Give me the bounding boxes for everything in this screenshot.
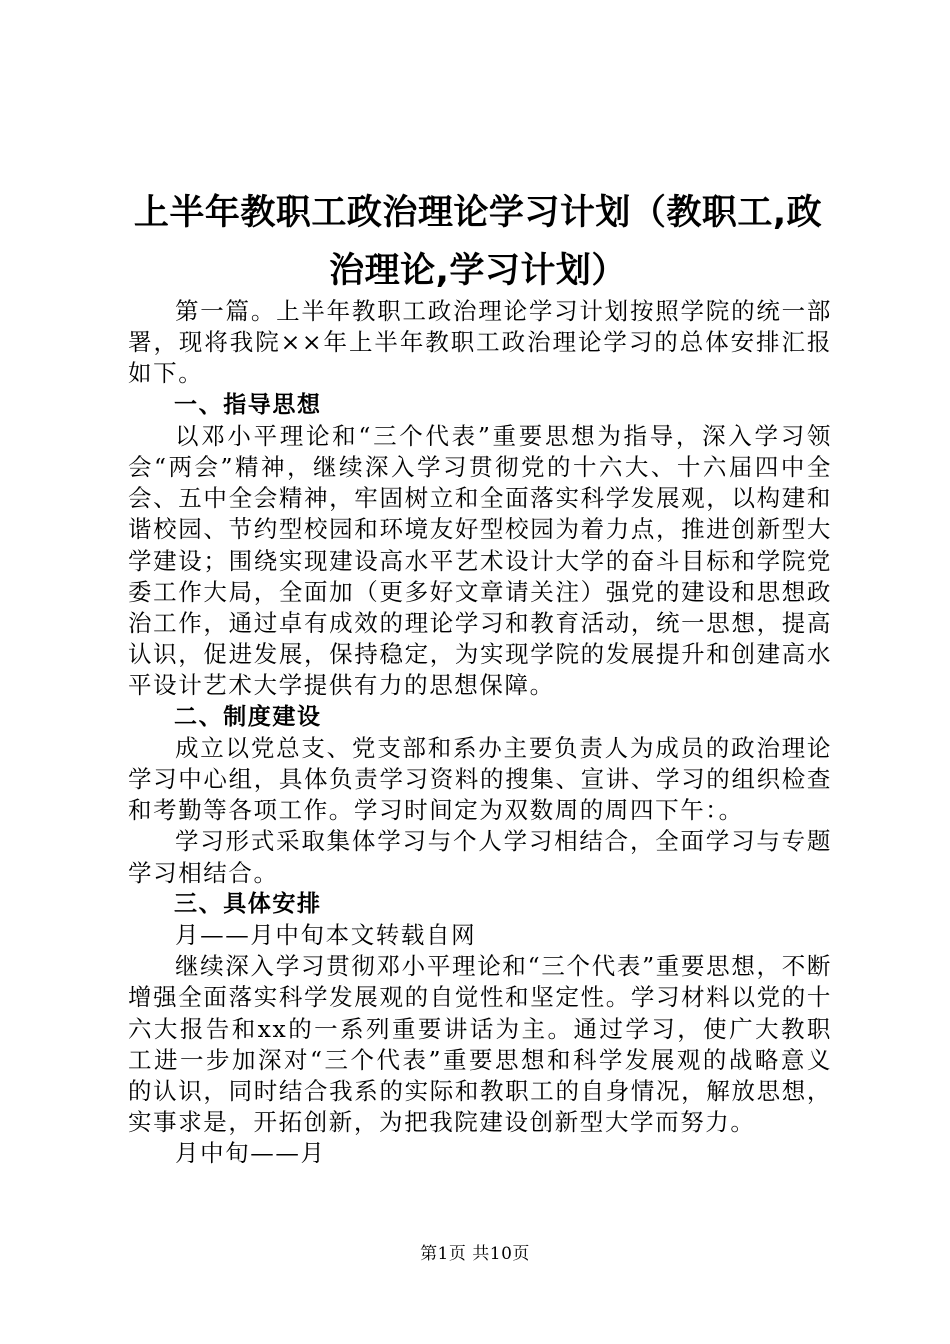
paragraph-intro: 第一篇。上半年教职工政治理论学习计划按照学院的统一部署，现将我院××年上半年教职工政治理论学习的总体安排汇报如下。 [128,297,832,388]
paragraph-period-1-content: 继续深入学习贯彻邓小平理论和“三个代表”重要思想，不断增强全面落实科学发展观的自觉性和坚定性。学习材料以党的十六大报告和xx的一系列重要讲话为主。通过学习，使广大教职工进一步加深对“三个代表”重要思想和科学发展观的战略意义的认识，同时结合我系的实际和教职工的自身情况，解放思想，实事求是，开拓创新，为把我院建设创新型大学而努力。 [128,952,832,1137]
document-body [128,296,832,1170]
heading-specific-arrangement: 三、具体安排 [174,890,322,917]
heading-system-building: 二、制度建设 [174,703,322,730]
heading-guiding-thought: 一、指导思想 [174,391,322,418]
paragraph-period-1: 月——月中旬本文转载自网 [175,921,477,950]
document-title: 上半年教职工政治理论学习计划（教职工,政治理论,学习计划） [133,193,823,291]
paragraph-period-2: 月中旬——月 [175,1139,326,1168]
paragraph-study-group: 成立以党总支、党支部和系办主要负责人为成员的政治理论学习中心组，具体负责学习资料的搜集、宣讲、学习的组织检查和考勤等各项工作。学习时间定为双数周的周四下午：。 [128,733,832,825]
paragraph-guiding-thought: 以邓小平理论和“三个代表”重要思想为指导，深入学习领会“两会”精神，继续深入学习贯彻党的十六大、十六届四中全会、五中全会精神，牢固树立和全面落实科学发展观，以构建和谐校园、节约型校园和环境友好型校园为着力点，推进创新型大学建设；围绕实现建设高水平艺术设计大学的奋斗目标和学院党委工作大局，全面加（更多好文章请关注）强党的建设和思想政治工作，通过卓有成效的理论学习和教育活动，统一思想，提高认识，促进发展，保持稳定，为实现学院的发展提升和创建高水平设计艺术大学提供有力的思想保障。 [128,421,832,700]
paragraph-study-form: 学习形式采取集体学习与个人学习相结合，全面学习与专题学习相结合。 [128,827,832,887]
page-footer: 第1页 共10页 [420,1244,530,1264]
